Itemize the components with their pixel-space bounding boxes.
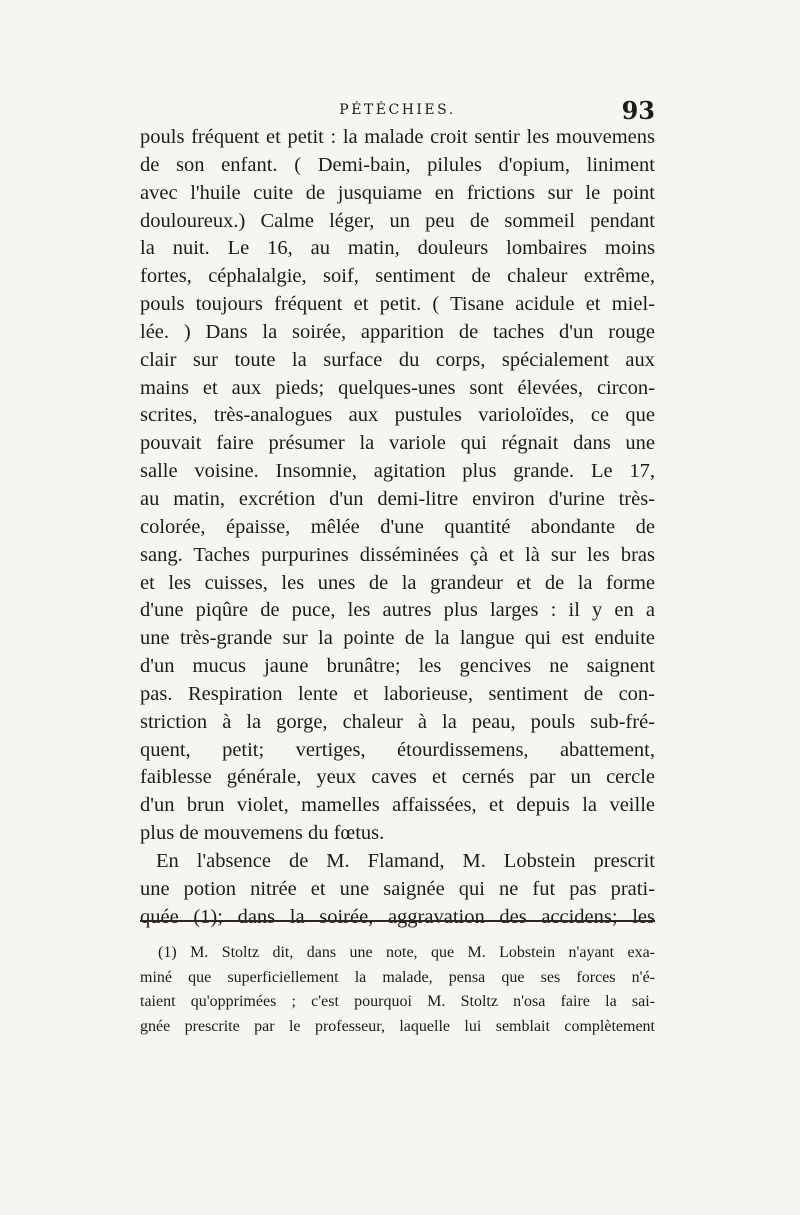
text-line: En l'absence de M. Flamand, M. Lobstein prescrit [156, 849, 655, 872]
body-text [140, 124, 655, 931]
running-title: PÉTÉCHIES. [339, 102, 456, 118]
footnotes [140, 941, 655, 1039]
text-line: pouvait faire présumer la variole qui régnait dans une [140, 432, 655, 455]
text-line: pouls fréquent et petit : la malade croit sentir les mouvemens [140, 126, 655, 148]
text-line: de son enfant. ( Demi-bain, pilules d'opium, liniment [140, 153, 655, 176]
text-line: une très-grande sur la pointe de la langue qui est enduite [140, 627, 655, 650]
page-header [140, 96, 655, 126]
footnote-line: (1) M. Stoltz dit, dans une note, que M. Lobstein n'ayant exa- [158, 944, 655, 961]
page-number: 93 [621, 96, 655, 125]
text-line: douloureux.) Calme léger, un peu de sommeil pendant [140, 209, 655, 232]
text-line: et les cuisses, les unes de la grandeur et de la forme [140, 571, 655, 594]
text-line: mains et aux pieds; quelques-unes sont élevées, circon- [140, 376, 655, 399]
text-line: scrites, très-analogues aux pustules varioloïdes, ce que [140, 404, 655, 427]
text-line: colorée, épaisse, mêlée d'une quantité abondante de [140, 515, 655, 538]
footnote-line: taient qu'opprimées ; c'est pourquoi M. Stoltz n'osa faire la sai- [140, 993, 655, 1010]
text-line: pouls toujours fréquent et petit. ( Tisane acidule et miel- [140, 293, 655, 316]
text-line: salle voisine. Insomnie, agitation plus grande. Le 17, [140, 460, 655, 483]
text-line: lée. ) Dans la soirée, apparition de taches d'un rouge [140, 320, 655, 343]
text-line: au matin, excrétion d'un demi-litre environ d'urine très- [140, 487, 655, 510]
text-line: d'une piqûre de puce, les autres plus larges : il y en a [140, 599, 655, 622]
text-line: sang. Taches purpurines disséminées çà et là sur les bras [140, 543, 655, 566]
text-line: la nuit. Le 16, au matin, douleurs lombaires moins [140, 237, 655, 260]
footnote-line: gnée prescrite par le professeur, laquelle lui semblait complètement [140, 1017, 655, 1035]
text-line: clair sur toute la surface du corps, spécialement aux [140, 348, 655, 371]
text-line: striction à la gorge, chaleur à la peau, pouls sub-fré- [140, 710, 655, 733]
text-line: faiblesse générale, yeux caves et cernés par un cercle [140, 766, 655, 789]
text-line: avec l'huile cuite de jusquiame en frictions sur le point [140, 181, 655, 204]
text-line: quent, petit; vertiges, étourdissemens, abattement, [140, 738, 655, 761]
text-line: d'un mucus jaune brunâtre; les gencives ne saignent [140, 655, 655, 678]
text-line: pas. Respiration lente et laborieuse, sentiment de con- [140, 682, 655, 705]
text-line: une potion nitrée et une saignée qui ne fut pas prati- [140, 877, 655, 900]
text-line: quée (1); dans la soirée, aggravation des accidens; les [140, 905, 655, 928]
text-line: fortes, céphalalgie, soif, sentiment de chaleur extrême, [140, 265, 655, 288]
text-line: plus de mouvemens du fœtus. [140, 822, 385, 845]
footnote-line: miné que superficiellement la malade, pensa que ses forces n'é- [140, 968, 655, 986]
text-line: d'un brun violet, mamelles affaissées, et depuis la veille [140, 794, 655, 817]
footnote-rule [140, 920, 655, 922]
